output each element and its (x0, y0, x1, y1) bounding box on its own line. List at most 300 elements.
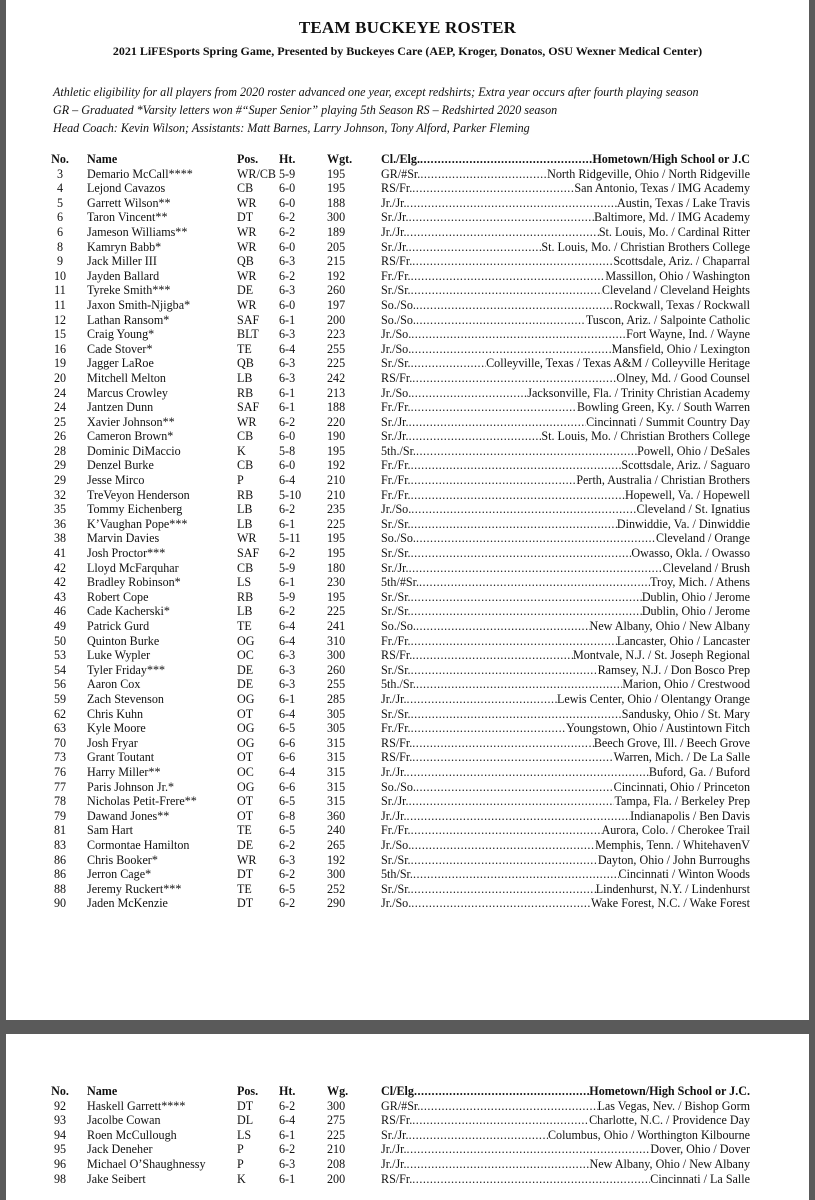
name-cell: Chris Booker* (87, 852, 158, 867)
height-cell: 6-2 (279, 1098, 296, 1113)
dot-leader (411, 400, 577, 415)
table-row (6, 225, 809, 240)
class-eligibility: Sr./Sr. (381, 516, 411, 531)
table-row (6, 269, 809, 284)
class-eligibility: Sr./Sr. (381, 706, 411, 721)
table-header (6, 152, 809, 167)
hometown-school: Cleveland / St. Ignatius (636, 502, 750, 517)
table-row (6, 634, 809, 649)
number-cell: 79 (53, 808, 67, 823)
position-cell: P (237, 1142, 244, 1157)
weight-cell: 189 (327, 224, 346, 239)
number-cell: 88 (53, 881, 67, 896)
position-cell: RB (237, 487, 254, 502)
weight-cell: 205 (327, 239, 346, 254)
number-cell: 49 (53, 619, 67, 633)
height-cell: 6-2 (279, 268, 296, 283)
hometown-school: St. Louis, Mo. / Cardinal Ritter (598, 224, 750, 239)
name-cell: Zach Stevenson (87, 691, 164, 706)
table-row (6, 619, 809, 634)
dot-leader (409, 240, 542, 255)
class-eligibility: Fr./Fr. (381, 268, 411, 283)
dot-leader (420, 1099, 597, 1114)
table-row (6, 488, 809, 503)
hometown-school: Troy, Mich. / Athens (650, 575, 750, 590)
name-cell: Grant Toutant (87, 750, 155, 765)
table-row (6, 196, 809, 211)
roster-subtitle: 2021 LiFESports Spring Game, Presented by Buckeyes Care (AEP, Kroger, Donatos, OSU Wexner Medical Center) (112, 44, 703, 58)
number-cell: 41 (53, 546, 67, 561)
name-cell: Jeremy Ruckert*** (87, 881, 182, 896)
dot-leader (411, 517, 617, 532)
weight-cell: 223 (327, 327, 346, 342)
table-row (6, 415, 809, 430)
name-cell: Josh Proctor*** (87, 546, 166, 561)
name-cell: Cade Stover* (87, 341, 153, 356)
table-row (6, 254, 809, 269)
weight-cell: 300 (327, 867, 346, 882)
class-eligibility: Fr./Fr. (381, 721, 411, 736)
height-cell: 6-5 (279, 881, 296, 896)
name-cell: Jacolbe Cowan (87, 1113, 161, 1128)
dot-leader (416, 619, 590, 634)
class-eligibility: RS/Fr. (381, 254, 413, 269)
weight-cell: 225 (327, 604, 346, 619)
hometown-school: Las Vegas, Nev. / Bishop Gorm (597, 1098, 750, 1113)
hometown-school: Montvale, N.J. / St. Joseph Regional (572, 648, 750, 663)
weight-cell: 180 (327, 560, 346, 575)
table-row (6, 575, 809, 590)
class-eligibility: Jr./So. (381, 502, 412, 517)
dot-leader (420, 167, 547, 182)
weight-cell: 195 (327, 181, 346, 196)
table-row (6, 677, 809, 692)
position-cell: DT (237, 896, 254, 911)
class-hometown-cell (381, 619, 750, 634)
table-row (6, 327, 809, 342)
dot-leader (411, 634, 617, 649)
class-hometown-cell (381, 517, 750, 532)
weight-cell: 210 (327, 487, 346, 502)
name-cell: Patrick Gurd (87, 619, 150, 633)
name-cell: Luke Wypler (87, 648, 151, 663)
height-cell: 6-1 (279, 312, 296, 327)
dot-leader (411, 896, 591, 911)
class-hometown-cell (381, 225, 750, 240)
dot-leader (409, 429, 542, 444)
number-cell: 76 (53, 764, 67, 779)
hometown-school: Dublin, Ohio / Jerome (641, 589, 750, 604)
class-hometown-cell (381, 429, 750, 444)
name-cell: Josh Fryar (87, 735, 138, 750)
height-cell: 6-4 (279, 764, 296, 779)
height-cell: 6-3 (279, 327, 296, 342)
position-cell: WR (237, 297, 257, 312)
weight-cell: 315 (327, 764, 346, 779)
class-eligibility: Jr./Jr. (381, 691, 407, 706)
table-row (6, 1142, 809, 1157)
class-hometown-cell (381, 356, 750, 371)
number-cell: 96 (53, 1156, 67, 1171)
number-cell: 35 (53, 502, 67, 517)
position-cell: DE (237, 662, 254, 677)
number-cell: 12 (53, 312, 67, 327)
height-cell: 6-3 (279, 852, 296, 867)
hometown-school: Ramsey, N.J. / Don Bosco Prep (597, 662, 750, 677)
class-hometown-cell (381, 196, 750, 211)
name-cell: Chris Kuhn (87, 706, 144, 721)
class-eligibility: RS/Fr. (381, 735, 413, 750)
dot-leader (412, 736, 594, 751)
position-cell: TE (237, 823, 252, 838)
class-eligibility: Sr./Jr. (381, 210, 409, 225)
height-cell: 6-5 (279, 823, 296, 838)
position-cell: LS (237, 1127, 252, 1142)
name-cell: Cameron Brown* (87, 429, 174, 444)
hometown-school: Scottsdale, Ariz. / Chaparral (613, 254, 750, 269)
position-cell: OG (237, 691, 255, 706)
class-hometown-cell (381, 240, 750, 255)
class-hometown-cell (381, 386, 750, 401)
hometown-school: Hometown/High School or J.C (592, 152, 750, 166)
class-eligibility: 5th/#Sr. (381, 575, 419, 590)
name-cell: Name (87, 1084, 118, 1098)
number-cell: 6 (56, 210, 64, 225)
class-hometown-cell (381, 1084, 750, 1099)
weight-cell: 255 (327, 677, 346, 692)
class-eligibility: Jr./So. (381, 896, 412, 911)
class-eligibility: So./So. (381, 779, 416, 794)
position-cell: WR (237, 531, 257, 546)
class-hometown-cell (381, 269, 750, 284)
class-hometown-cell (381, 502, 750, 517)
height-cell: 6-1 (279, 400, 296, 415)
number-cell: 93 (53, 1113, 67, 1128)
class-hometown-cell (381, 371, 750, 386)
position-cell: CB (237, 458, 254, 473)
dot-leader (411, 853, 598, 868)
number-cell: 77 (53, 779, 67, 794)
table-row (6, 181, 809, 196)
hometown-school: Scottsdale, Ariz. / Saguaro (621, 458, 750, 473)
number-cell: 56 (53, 677, 67, 692)
class-eligibility: Jr./So. (381, 837, 412, 852)
dot-leader (411, 882, 596, 897)
dot-leader (411, 546, 632, 561)
height-cell: 6-3 (279, 283, 296, 298)
weight-cell: 195 (327, 531, 346, 546)
number-cell: 6 (56, 224, 64, 239)
hometown-school: Fort Wayne, Ind. / Wayne (626, 327, 750, 342)
position-cell: P (237, 1156, 244, 1171)
weight-cell: 195 (327, 166, 346, 181)
hometown-school: Massillon, Ohio / Washington (605, 268, 750, 283)
name-cell: Roen McCullough (87, 1127, 177, 1142)
name-cell: Lejond Cavazos (87, 181, 166, 196)
weight-cell: 210 (327, 473, 346, 488)
position-cell: P (237, 473, 244, 488)
class-eligibility: RS/Fr. (381, 181, 413, 196)
class-hometown-cell (381, 210, 750, 225)
number-cell: 46 (53, 604, 67, 619)
class-eligibility: So./So. (381, 531, 416, 546)
dot-leader (412, 1113, 589, 1128)
weight-cell: 213 (327, 385, 346, 400)
position-cell: BLT (237, 327, 259, 342)
hometown-school: Cincinnati / Winton Woods (618, 867, 750, 882)
weight-cell: 240 (327, 823, 346, 838)
name-cell: Tyler Friday*** (87, 662, 166, 677)
weight-cell: 260 (327, 283, 346, 298)
position-cell: LB (237, 516, 253, 531)
height-cell: 6-5 (279, 794, 296, 809)
table-row (6, 313, 809, 328)
hometown-school: Owasso, Okla. / Owasso (631, 546, 750, 561)
table-row (6, 1172, 809, 1187)
hometown-school: Dublin, Ohio / Jerome (641, 604, 750, 619)
number-cell: 83 (53, 837, 67, 852)
class-hometown-cell (381, 1099, 750, 1114)
class-eligibility: Sr./Jr. (381, 239, 409, 254)
hometown-school: Cincinnati / Summit Country Day (586, 414, 750, 429)
position-cell: SAF (237, 546, 260, 561)
number-cell: 8 (56, 239, 64, 254)
class-hometown-cell (381, 342, 750, 357)
class-eligibility: Jr./Jr. (381, 1156, 407, 1171)
hometown-school: Tuscon, Ariz. / Salpointe Catholic (585, 312, 750, 327)
class-hometown-cell (381, 181, 750, 196)
table-row (6, 765, 809, 780)
class-hometown-cell (381, 867, 750, 882)
number-cell: 98 (53, 1171, 67, 1186)
weight-cell: 252 (327, 881, 346, 896)
hometown-school: Sandusky, Ohio / St. Mary (621, 706, 750, 721)
class-eligibility: Sr./Sr. (381, 881, 411, 896)
table-row (6, 502, 809, 517)
height-cell: 6-3 (279, 356, 296, 371)
position-cell: WR (237, 195, 257, 210)
hometown-school: Cleveland / Cleveland Heights (601, 283, 750, 298)
class-hometown-cell (381, 692, 750, 707)
class-hometown-cell (381, 313, 750, 328)
class-eligibility: Cl/Elg (381, 1084, 414, 1098)
hometown-school: Powell, Ohio / DeSales (637, 443, 750, 458)
class-hometown-cell (381, 400, 750, 415)
height-cell: 6-2 (279, 224, 296, 239)
number-cell: 70 (53, 735, 67, 750)
hometown-school: Olney, Md. / Good Counsel (616, 370, 750, 385)
name-cell: Dawand Jones** (87, 808, 170, 823)
weight-cell: 195 (327, 443, 346, 458)
hometown-school: Tampa, Fla. / Berkeley Prep (614, 794, 750, 809)
class-hometown-cell (381, 721, 750, 736)
dot-leader (416, 313, 586, 328)
position-cell: OC (237, 648, 254, 663)
roster-page-2 (6, 1034, 809, 1200)
class-hometown-cell (381, 152, 750, 167)
number-cell: 19 (53, 356, 67, 371)
class-eligibility: 5th./Sr. (381, 677, 416, 692)
number-cell: 59 (53, 691, 67, 706)
weight-cell: 315 (327, 779, 346, 794)
table-row (6, 648, 809, 663)
hometown-school: Warren, Mich. / De La Salle (613, 750, 750, 765)
name-cell: Robert Cope (87, 589, 149, 604)
height-cell: 6-1 (279, 575, 296, 590)
number-cell: 86 (53, 867, 67, 882)
dot-leader (411, 502, 636, 517)
position-cell: OC (237, 764, 254, 779)
name-cell: Marvin Davies (87, 531, 160, 546)
dot-leader (419, 575, 650, 590)
dot-leader (411, 488, 625, 503)
dot-leader (411, 590, 642, 605)
name-cell: Lloyd McFarquhar (87, 560, 179, 575)
table-row (6, 663, 809, 678)
name-cell: Jaden McKenzie (87, 896, 168, 911)
class-eligibility: GR/#Sr. (381, 1098, 421, 1113)
hometown-school: St. Louis, Mo. / Christian Brothers College (541, 429, 750, 444)
class-eligibility: Jr./Jr. (381, 808, 407, 823)
position-cell: K (237, 443, 246, 458)
hometown-school: Cincinnati / La Salle (650, 1171, 750, 1186)
dot-leader (412, 371, 616, 386)
class-hometown-cell (381, 780, 750, 795)
class-eligibility: Sr./Sr. (381, 589, 411, 604)
height-cell: 5-9 (279, 589, 296, 604)
name-cell: Nicholas Petit-Frere** (87, 794, 197, 809)
weight-cell: 192 (327, 458, 346, 473)
position-cell: CB (237, 560, 254, 575)
table-row (6, 298, 809, 313)
roster-notes (53, 83, 803, 137)
height-cell: 6-4 (279, 1113, 296, 1128)
hometown-school: Bowling Green, Ky. / South Warren (576, 400, 750, 415)
class-hometown-cell (381, 853, 750, 868)
class-hometown-cell (381, 648, 750, 663)
class-hometown-cell (381, 1128, 750, 1143)
dot-leader (416, 780, 614, 795)
class-hometown-cell (381, 707, 750, 722)
position-cell: DL (237, 1113, 254, 1128)
class-hometown-cell (381, 575, 750, 590)
position-cell: WR (237, 239, 257, 254)
dot-leader (416, 677, 622, 692)
number-cell: 9 (56, 254, 64, 269)
position-cell: WR (237, 268, 257, 283)
hometown-school: Cleveland / Orange (655, 531, 750, 546)
hometown-school: Buford, Ga. / Buford (648, 764, 750, 779)
position-cell: SAF (237, 400, 260, 415)
hometown-school: Hometown/High School or J.C. (589, 1084, 750, 1098)
height-cell: 6-0 (279, 297, 296, 312)
class-hometown-cell (381, 415, 750, 430)
height-cell: 6-2 (279, 867, 296, 882)
class-eligibility: Jr./Jr. (381, 1142, 407, 1157)
weight-cell: 200 (327, 312, 346, 327)
height-cell: Ht. (279, 152, 296, 166)
height-cell: 6-2 (279, 414, 296, 429)
class-eligibility: Sr./Jr. (381, 1127, 409, 1142)
class-eligibility: Sr./Sr. (381, 356, 411, 371)
weight-cell: 305 (327, 721, 346, 736)
position-cell: OG (237, 779, 255, 794)
class-hometown-cell (381, 765, 750, 780)
weight-cell: 242 (327, 370, 346, 385)
number-cell: 90 (53, 896, 67, 911)
roster-title: TEAM BUCKEYE ROSTER (298, 18, 517, 37)
hometown-school: Marion, Ohio / Crestwood (622, 677, 750, 692)
height-cell: 6-3 (279, 370, 296, 385)
position-cell: LB (237, 370, 253, 385)
dot-leader (420, 152, 592, 167)
class-eligibility: Sr./Sr. (381, 546, 411, 561)
table-row (6, 561, 809, 576)
height-cell: 6-2 (279, 604, 296, 619)
table-row (6, 823, 809, 838)
weight-cell: 225 (327, 356, 346, 371)
hometown-school: Columbus, Ohio / Worthington Kilbourne (547, 1127, 750, 1142)
position-cell: SAF (237, 312, 260, 327)
name-cell: Xavier Johnson** (87, 414, 175, 429)
hometown-school: Perth, Australia / Christian Brothers (576, 473, 750, 488)
name-cell: Jerron Cage* (87, 867, 152, 882)
class-hometown-cell (381, 458, 750, 473)
dot-leader (416, 531, 656, 546)
name-cell: Tyreke Smith*** (87, 283, 171, 298)
class-hometown-cell (381, 736, 750, 751)
name-cell: Jameson Williams** (87, 224, 188, 239)
height-cell: 6-3 (279, 648, 296, 663)
dot-leader (411, 604, 642, 619)
weight-cell: 195 (327, 546, 346, 561)
class-eligibility: Sr./Jr. (381, 560, 409, 575)
dot-leader (411, 663, 598, 678)
position-cell: CB (237, 181, 254, 196)
weight-cell: 188 (327, 195, 346, 210)
class-eligibility: Jr./Jr. (381, 195, 407, 210)
height-cell: 6-0 (279, 195, 296, 210)
position-cell: DE (237, 837, 254, 852)
roster-table-continued (6, 1084, 809, 1186)
class-eligibility: Sr./Sr. (381, 662, 411, 677)
dot-leader (416, 298, 614, 313)
height-cell: 6-1 (279, 385, 296, 400)
dot-leader (412, 750, 613, 765)
number-cell: 63 (53, 721, 67, 736)
name-cell: Craig Young* (87, 327, 155, 342)
number-cell: 32 (53, 487, 67, 502)
height-cell: 6-3 (279, 254, 296, 269)
class-hometown-cell (381, 838, 750, 853)
table-row (6, 400, 809, 415)
weight-cell: 225 (327, 516, 346, 531)
hometown-school: Rockwall, Texas / Rockwall (614, 297, 750, 312)
class-eligibility: So./So. (381, 297, 416, 312)
height-cell: 6-5 (279, 721, 296, 736)
position-cell: OG (237, 735, 255, 750)
number-cell: 11 (54, 283, 66, 298)
number-cell: 25 (53, 414, 67, 429)
number-cell: 4 (56, 181, 64, 196)
class-hometown-cell (381, 882, 750, 897)
weight-cell: 195 (327, 589, 346, 604)
number-cell: 3 (56, 166, 64, 181)
class-hometown-cell (381, 590, 750, 605)
height-cell: 6-2 (279, 896, 296, 911)
class-hometown-cell (381, 473, 750, 488)
height-cell: 6-2 (279, 837, 296, 852)
